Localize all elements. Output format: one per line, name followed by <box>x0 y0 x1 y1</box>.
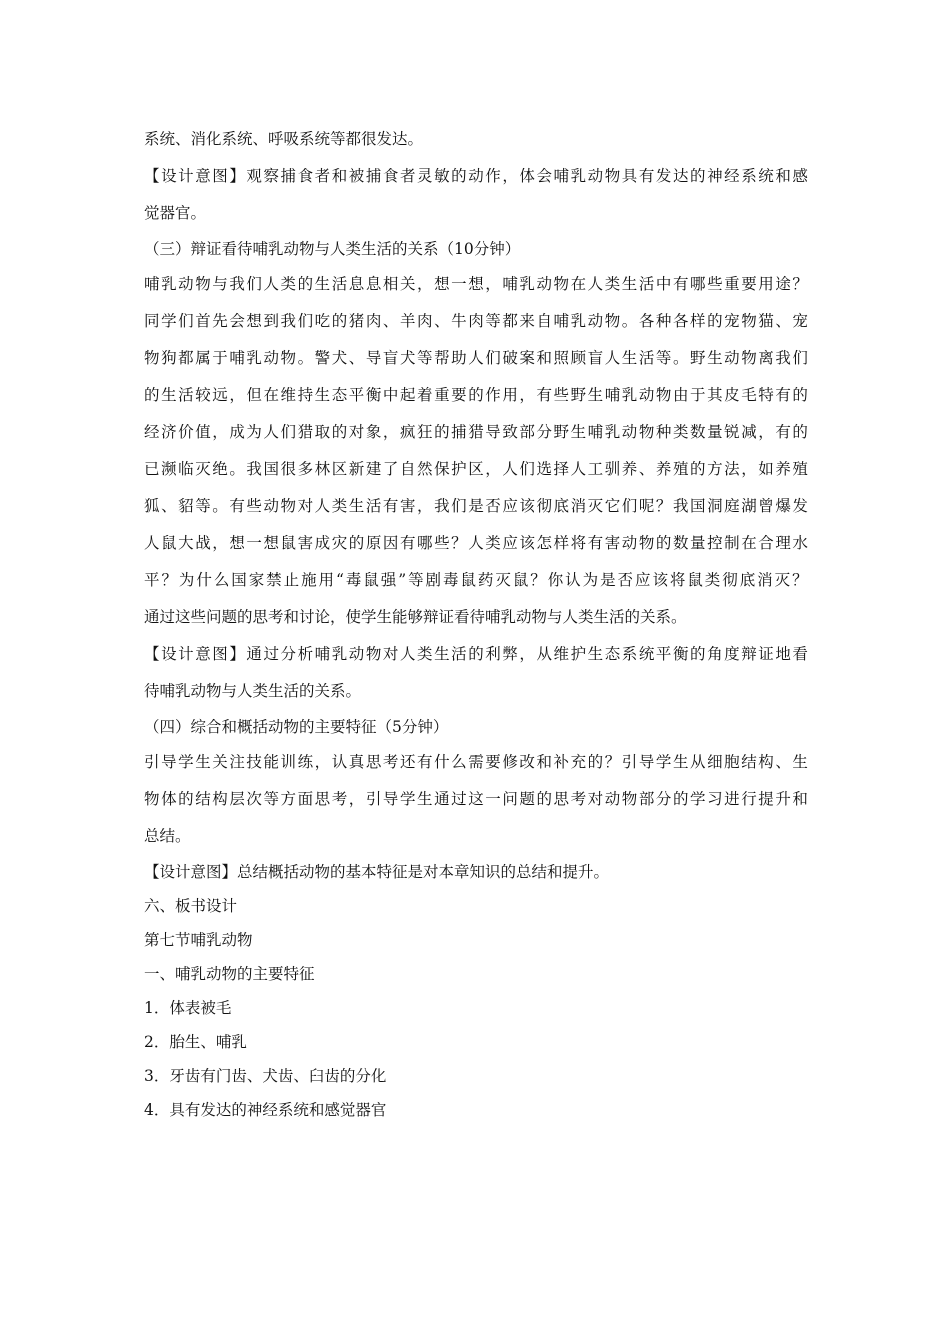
paragraph-line: 通过这些问题的思考和讨论，使学生能够辩证看待哺乳动物与人类生活的关系。 <box>144 608 687 626</box>
paragraph-line: 哺 乳 动 物 与 我 们 人 类 的 生 活 息 息 相 关 ， 想 一 想 ， 哺 乳 动 物 在 人 类 生 活 中 有 哪 些 重 要 用 途 ？ <box>144 275 808 293</box>
paragraph-line: 狐 、 貂 等 。 有 些 动 物 对 人 类 生 活 有 害 ， 我 们 是 否 应 该 彻 底 消 灭 它 们 呢 ？ 我 国 洞 庭 湖 曾 爆 发 <box>144 497 808 515</box>
paragraph-line: 已 濒 临 灭 绝 。 我 国 很 多 林 区 新 建 了 自 然 保 护 区 ， 人 们 选 择 人 工 驯 养 、 养 殖 的 方 法 ， 如 养 殖 <box>144 460 808 478</box>
paragraph-line: 待哺乳动物与人类生活的关系。 <box>144 682 362 700</box>
section-heading: （四）综合和概括动物的主要特征（5分钟） <box>144 718 449 736</box>
paragraph-line: 平 ？ 为 什 么 国 家 禁 止 施 用 “ 毒 鼠 强 ” 等 剧 毒 鼠 药 灭 鼠 ？ 你 认 为 是 否 应 该 将 鼠 类 彻 底 消 灭 ？ <box>144 571 808 589</box>
document-body <box>144 121 808 1127</box>
paragraph-line: 觉器官。 <box>144 204 207 222</box>
paragraph-line: 的 生 活 较 远 ， 但 在 维 持 生 态 平 衡 中 起 着 重 要 的 作 用 ， 有 些 野 生 哺 乳 动 物 由 于 其 皮 毛 特 有 的 <box>144 386 808 404</box>
design-intent-line: 【 设 计 意 图 】 通 过 分 析 哺 乳 动 物 对 人 类 生 活 的 利 弊 ， 从 维 护 生 态 系 统 平 衡 的 角 度 辩 证 地 看 <box>144 645 808 663</box>
design-intent-line: 【设计意图】总结概括动物的基本特征是对本章知识的总结和提升。 <box>144 863 610 881</box>
board-subtitle: 一、哺乳动物的主要特征 <box>144 965 315 983</box>
paragraph-line: 系统、消化系统、呼吸系统等都很发达。 <box>144 130 424 148</box>
section-heading: （三）辩证看待哺乳动物与人类生活的关系（10分钟） <box>144 240 521 258</box>
list-item: 1．体表被毛 <box>144 999 232 1017</box>
paragraph-line: 引 导 学 生 关 注 技 能 训 练 ， 认 真 思 考 还 有 什 么 需 要 修 改 和 补 充 的 ？ 引 导 学 生 从 细 胞 结 构 、 生 <box>144 753 808 771</box>
board-title: 第七节哺乳动物 <box>144 931 253 949</box>
list-item: 4．具有发达的神经系统和感觉器官 <box>144 1101 387 1119</box>
section-heading: 六、板书设计 <box>144 897 238 915</box>
paragraph-line: 物 体 的 结 构 层 次 等 方 面 思 考 ， 引 导 学 生 通 过 这 一 问 题 的 思 考 对 动 物 部 分 的 学 习 进 行 提 升 和 <box>144 790 808 808</box>
paragraph-line: 经 济 价 值 ， 成 为 人 们 猎 取 的 对 象 ， 疯 狂 的 捕 猎 导 致 部 分 野 生 哺 乳 动 物 种 类 数 量 锐 减 ， 有 的 <box>144 423 808 441</box>
paragraph-line: 总结。 <box>144 827 191 845</box>
paragraph-line: 物 狗 都 属 于 哺 乳 动 物 。 警 犬 、 导 盲 犬 等 帮 助 人 们 破 案 和 照 顾 盲 人 生 活 等 。 野 生 动 物 离 我 们 <box>144 349 808 367</box>
design-intent-line: 【 设 计 意 图 】 观 察 捕 食 者 和 被 捕 食 者 灵 敏 的 动 作 ， 体 会 哺 乳 动 物 具 有 发 达 的 神 经 系 统 和 感 <box>144 167 808 185</box>
list-item: 3．牙齿有门齿、犬齿、臼齿的分化 <box>144 1067 387 1085</box>
paragraph-line: 同 学 们 首 先 会 想 到 我 们 吃 的 猪 肉 、 羊 肉 、 牛 肉 等 都 来 自 哺 乳 动 物 。 各 种 各 样 的 宠 物 猫 、 宠 <box>144 312 808 330</box>
paragraph-line: 人 鼠 大 战 ， 想 一 想 鼠 害 成 灾 的 原 因 有 哪 些 ？ 人 类 应 该 怎 样 将 有 害 动 物 的 数 量 控 制 在 合 理 水 <box>144 534 808 552</box>
list-item: 2．胎生、哺乳 <box>144 1033 247 1051</box>
